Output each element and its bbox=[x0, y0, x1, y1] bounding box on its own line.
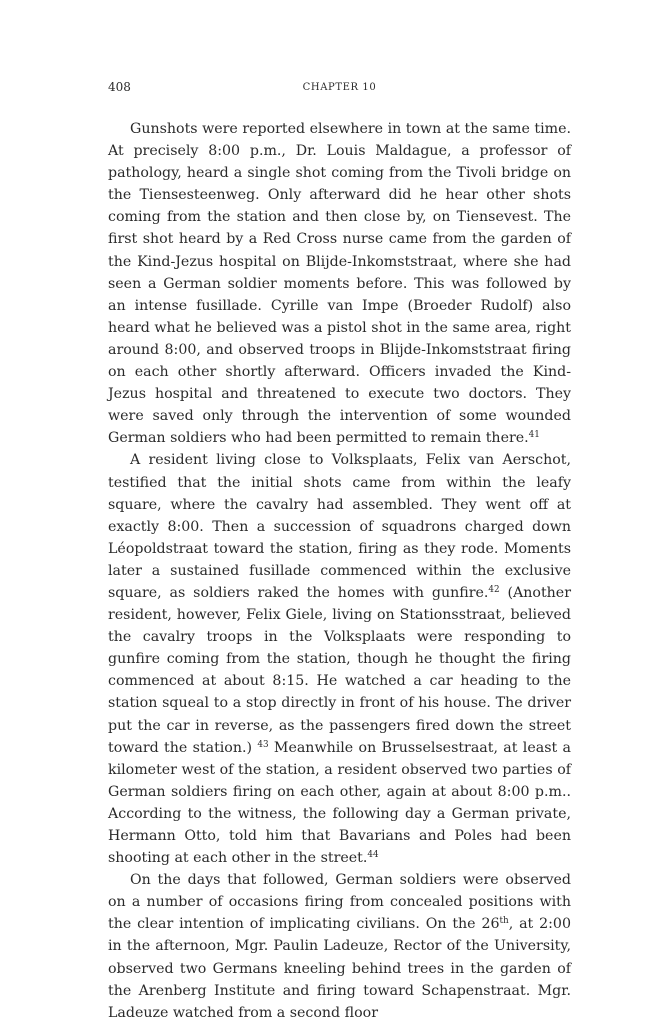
body-text bbox=[108, 118, 571, 1024]
paragraph-text: (Another resident, however, Felix Giele, living on Stationsstraat, believed the cavalry troops in the Volksplaats were responding to gunfire coming from the station, though he thought the firing commenced at about 8:15. He watched a car heading to the station squeal to a stop directly in front of his house. The driver put the car in reverse, as the passengers fired down the street toward the station.) bbox=[108, 584, 571, 756]
paragraph-text: Meanwhile on Brusselsestraat, at least a kilometer west of the station, a resident observed two parties of German soldiers firing on each other, again at about 8:00 p.m.. According to the witness, the following day a German private, Hermann Otto, told him that Bavarians and Poles had been shooting at each other in the street. bbox=[108, 739, 571, 867]
page-number: 408 bbox=[108, 80, 131, 94]
running-head: CHAPTER 10 bbox=[302, 82, 377, 93]
paragraph-text: Gunshots were reported elsewhere in town at the same time. At precisely 8:00 p.m., Dr. Louis Maldague, a professor of pathology, heard a single shot coming from the Tivoli bridge on the Tiensesteenweg. Only afterward did he hear other shots coming from the station and then close by, on Tiensevest. The first shot heard by a Red Cross nurse came from the garden of the Kind-Jezus hospital on Blijde-Inkomststraat, where she had seen a German soldier moments before. This was followed by an intense fusillade. Cyrille van Impe (Broeder Rudolf) also heard what he believed was a pistol shot in the same area, right around 8:00, and observed troops in Blijde-Inkomststraat firing on each other shortly afterward. Officers invaded the Kind-Jezus hospital and threatened to execute two doctors. They were saved only through the intervention of some wounded German soldiers who had been permitted to remain there. bbox=[108, 121, 571, 447]
paragraph-text: On the days that followed, German soldiers were observed on a number of occasions firing from concealed positions with the clear intention of implicating civilians. On the 26 bbox=[108, 872, 571, 933]
footnote-marker: 42 bbox=[488, 585, 500, 596]
footnote-marker: th bbox=[499, 916, 509, 927]
body-paragraph bbox=[108, 869, 571, 1024]
body-paragraph bbox=[108, 118, 571, 449]
page-header bbox=[108, 80, 571, 98]
paragraph-text: , at 2:00 in the afternoon, Mgr. Paulin Ladeuze, Rector of the University, observed two Germans kneeling behind trees in the garden of the Arenberg Institute and firing toward Schapenstraat. Mgr. Ladeuze watched from a second floor bbox=[108, 916, 571, 1021]
footnote-marker: 44 bbox=[367, 850, 379, 861]
footnote-marker: 41 bbox=[528, 430, 540, 441]
body-paragraph bbox=[108, 449, 571, 869]
paragraph-text: A resident living close to Volksplaats, Felix van Aerschot, testified that the initial shots came from within the leafy square, where the cavalry had assembled. They went off at exactly 8:00. Then a succession of squadrons charged down Léopoldstraat toward the station, firing as they rode. Moments later a sustained fusillade commenced within the exclusive square, as soldiers raked the homes with gunfire. bbox=[108, 452, 571, 601]
footnote-marker: 43 bbox=[257, 739, 269, 750]
